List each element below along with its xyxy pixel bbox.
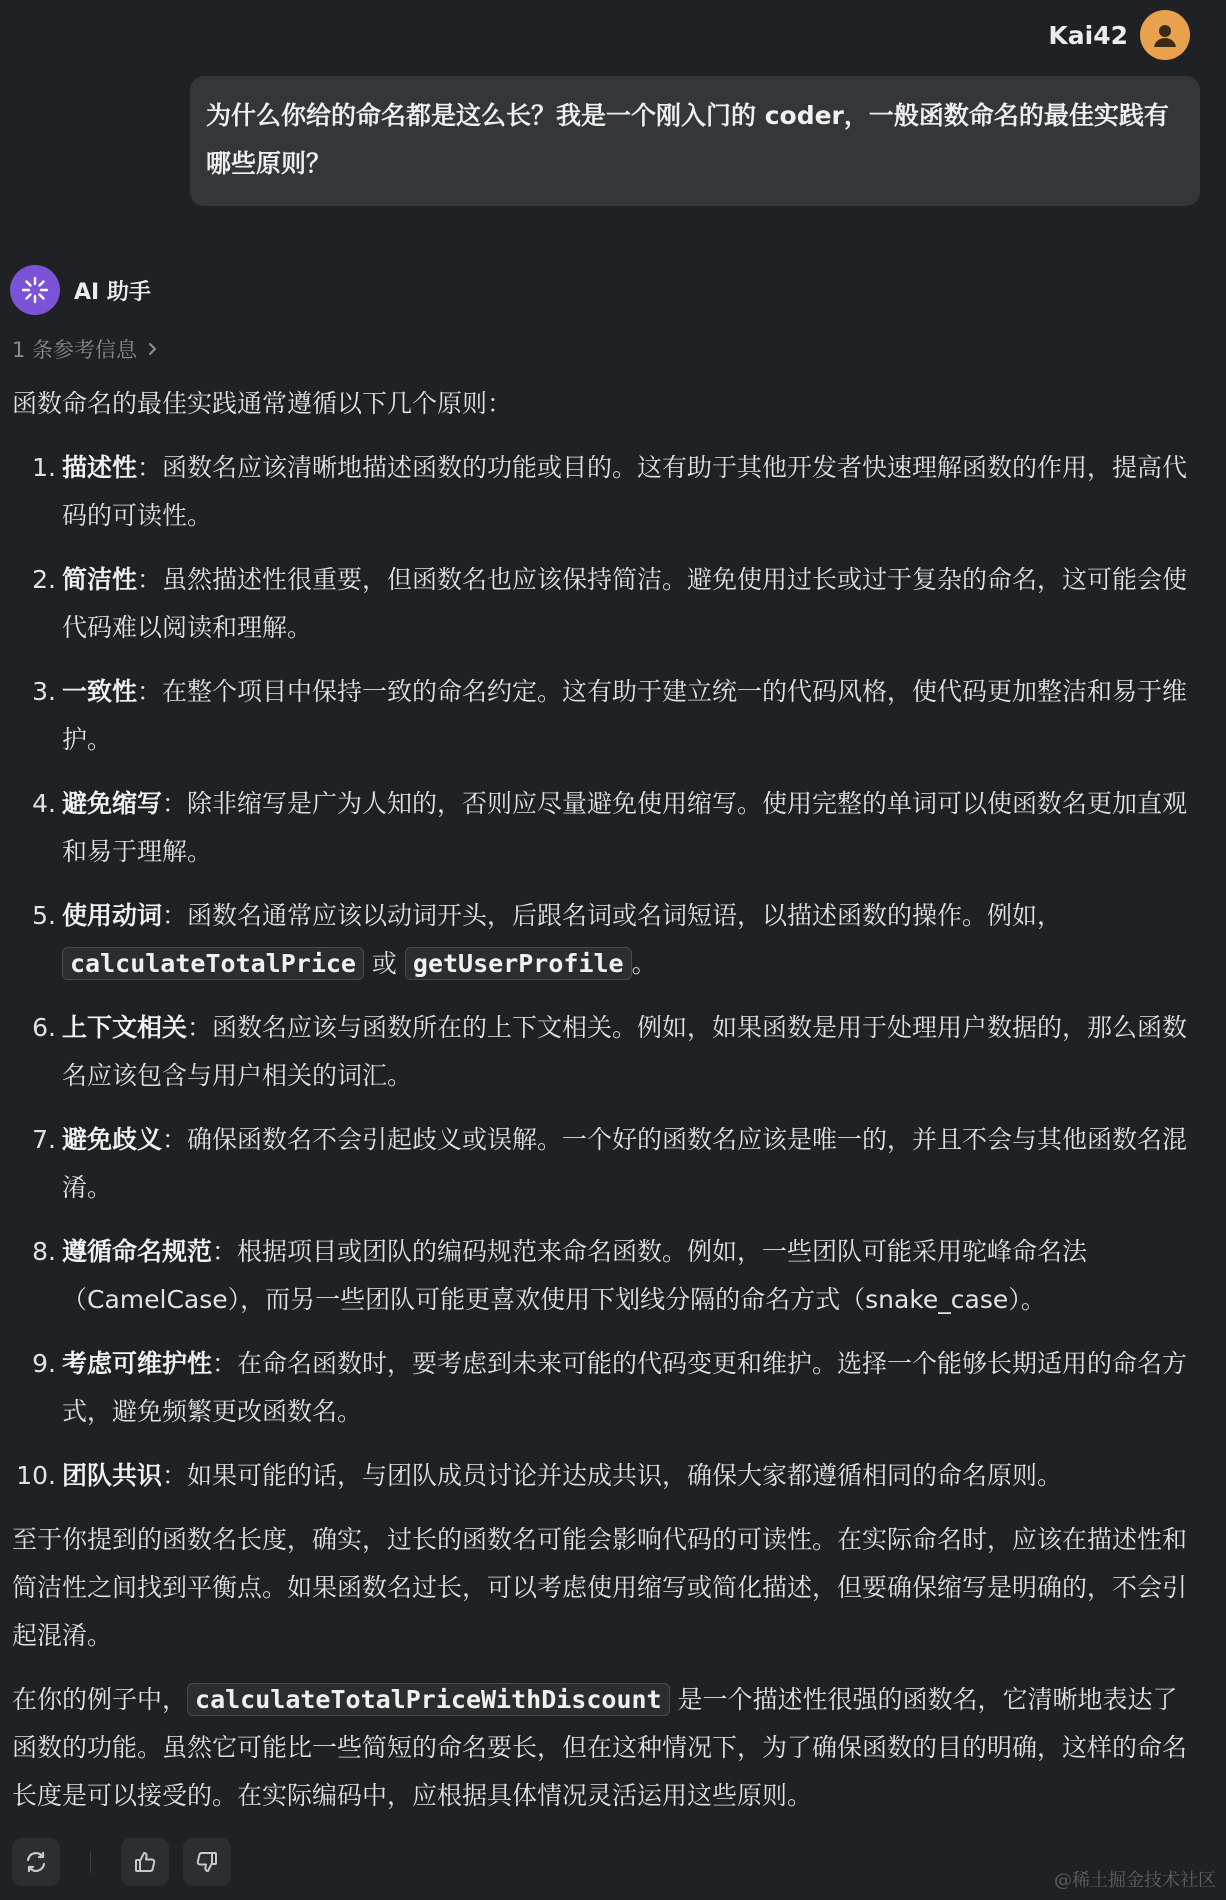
sparkle-icon — [10, 265, 60, 315]
item-title: 团队共识 — [62, 1461, 163, 1490]
item-number: 7. — [32, 1125, 56, 1154]
regenerate-button[interactable] — [12, 1838, 60, 1886]
item-text: ：函数名应该与函数所在的上下文相关。例如，如果函数是用于处理用户数据的，那么函数名应该包含与用户相关的词汇。 — [62, 1013, 1188, 1090]
list-item — [12, 556, 1202, 652]
item-text: ：确保函数名不会引起歧义或误解。一个好的函数名应该是唯一的，并且不会与其他函数名混淆。 — [62, 1125, 1188, 1202]
item-title: 遵循命名规范 — [62, 1237, 213, 1266]
principles-list — [12, 444, 1202, 1500]
item-text: ：在命名函数时，要考虑到未来可能的代码变更和维护。选择一个能够长期适用的命名方式，避免频繁更改函数名。 — [62, 1349, 1188, 1426]
answer-paragraph — [12, 1676, 1202, 1820]
watermark: @稀土掘金技术社区 — [1054, 1870, 1216, 1891]
item-title: 考虑可维护性 — [62, 1349, 213, 1378]
item-text: ：除非缩写是广为人知的，否则应尽量避免使用缩写。使用完整的单词可以使函数名更加直观和易于理解。 — [62, 789, 1188, 866]
item-text: ：函数名通常应该以动词开头，后跟名词或名词短语，以描述函数的操作。例如， — [162, 901, 1063, 930]
user-question-bubble: 为什么你给的命名都是这么长？我是一个刚入门的 coder，一般函数命名的最佳实践有哪些原则？ — [190, 76, 1200, 206]
item-number: 4. — [32, 789, 56, 818]
inline-code: calculateTotalPriceWithDiscount — [187, 1683, 670, 1716]
item-title: 避免缩写 — [62, 789, 163, 818]
list-item — [12, 444, 1202, 540]
paragraph-text: 在你的例子中， — [12, 1685, 188, 1714]
item-number: 5. — [32, 901, 56, 930]
item-text: ：如果可能的话，与团队成员讨论并达成共识，确保大家都遵循相同的命名原则。 — [162, 1461, 1063, 1490]
item-title: 描述性 — [62, 453, 138, 482]
item-text: 或 — [363, 949, 405, 978]
list-item — [12, 1452, 1202, 1500]
item-number: 10. — [16, 1461, 56, 1490]
item-title: 一致性 — [62, 677, 138, 706]
inline-code: getUserProfile — [405, 947, 632, 980]
user-name: Kai42 — [1048, 20, 1128, 50]
item-text: ：在整个项目中保持一致的命名约定。这有助于建立统一的代码风格，使代码更加整洁和易于维护。 — [62, 677, 1188, 754]
assistant-header — [10, 265, 151, 315]
item-title: 避免歧义 — [62, 1125, 163, 1154]
list-item — [12, 1228, 1202, 1324]
item-text: ：虽然描述性很重要，但函数名也应该保持简洁。避免使用过长或过于复杂的命名，这可能会使代码难以阅读和理解。 — [62, 565, 1188, 642]
thumbs-up-icon — [132, 1849, 158, 1875]
inline-code: calculateTotalPrice — [62, 947, 364, 980]
paragraph-text: 是一个描述性很强的函数名，它清晰地表达了函数的功能。虽然它可能比一些简短的命名要长，但在这种情况下，为了确保函数的目的明确，这样的命名长度是可以接受的。在实际编码中，应根据具体情况灵活运用这些原则。 — [12, 1685, 1188, 1810]
thumbs-up-button[interactable] — [121, 1838, 169, 1886]
list-item — [12, 780, 1202, 876]
item-text: ：函数名应该清晰地描述函数的功能或目的。这有助于其他开发者快速理解函数的作用，提高代码的可读性。 — [62, 453, 1188, 530]
answer-paragraph: 至于你提到的函数名长度，确实，过长的函数名可能会影响代码的可读性。在实际命名时，应该在描述性和简洁性之间找到平衡点。如果函数名过长，可以考虑使用缩写或简化描述，但要确保缩写是明确的，不会引起混淆。 — [12, 1525, 1188, 1650]
item-title: 使用动词 — [62, 901, 163, 930]
list-item — [12, 892, 1202, 988]
assistant-name: AI 助手 — [74, 279, 151, 305]
assistant-answer — [12, 380, 1202, 1836]
list-item — [12, 1004, 1202, 1100]
list-item — [12, 1116, 1202, 1212]
item-number: 3. — [32, 677, 56, 706]
item-number: 9. — [32, 1349, 56, 1378]
regenerate-icon — [23, 1849, 49, 1875]
user-header — [1048, 10, 1190, 60]
item-text: 。 — [631, 949, 657, 978]
item-number: 8. — [32, 1237, 56, 1266]
chevron-right-icon — [147, 341, 159, 357]
item-number: 1. — [32, 453, 56, 482]
item-title: 简洁性 — [62, 565, 138, 594]
references-label: 1 条参考信息 — [12, 338, 138, 362]
divider — [90, 1851, 91, 1873]
item-text: ：根据项目或团队的编码规范来命名函数。例如，一些团队可能采用驼峰命名法（CamelCase），而另一些团队可能更喜欢使用下划线分隔的命名方式（snake_case）。 — [62, 1237, 1088, 1314]
list-item — [12, 668, 1202, 764]
thumbs-down-button[interactable] — [183, 1838, 231, 1886]
item-number: 2. — [32, 565, 56, 594]
references-link[interactable] — [12, 334, 159, 364]
list-item — [12, 1340, 1202, 1436]
thumbs-down-icon — [194, 1849, 220, 1875]
message-actions — [12, 1838, 231, 1886]
user-avatar-icon[interactable] — [1140, 10, 1190, 60]
answer-intro: 函数命名的最佳实践通常遵循以下几个原则： — [12, 389, 513, 418]
item-number: 6. — [32, 1013, 56, 1042]
item-title: 上下文相关 — [62, 1013, 188, 1042]
